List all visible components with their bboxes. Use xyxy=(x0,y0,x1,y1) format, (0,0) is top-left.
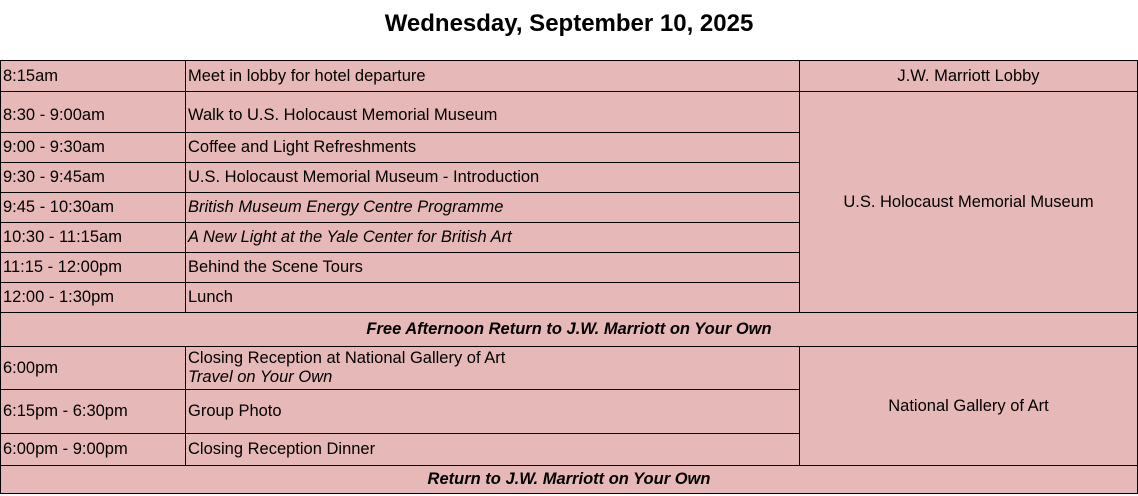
location-cell-gallery: National Gallery of Art xyxy=(800,347,1138,466)
activity-cell: British Museum Energy Centre Programme xyxy=(186,193,800,223)
activity-cell: Meet in lobby for hotel departure xyxy=(186,61,800,92)
activity-cell: Walk to U.S. Holocaust Memorial Museum xyxy=(186,92,800,133)
activity-subtext: Travel on Your Own xyxy=(188,368,333,386)
activity-cell xyxy=(186,347,800,390)
activity-cell: Behind the Scene Tours xyxy=(186,253,800,283)
location-cell-lobby: J.W. Marriott Lobby xyxy=(800,61,1138,92)
activity-cell: Coffee and Light Refreshments xyxy=(186,133,800,163)
time-cell: 8:30 - 9:00am xyxy=(1,92,186,133)
activity-cell: U.S. Holocaust Memorial Museum - Introduction xyxy=(186,163,800,193)
activity-cell: Closing Reception Dinner xyxy=(186,434,800,466)
activity-cell: A New Light at the Yale Center for British Art xyxy=(186,223,800,253)
time-cell: 6:15pm - 6:30pm xyxy=(1,390,186,434)
banner-row xyxy=(1,466,1138,494)
schedule-table xyxy=(0,60,1138,494)
time-cell: 9:30 - 9:45am xyxy=(1,163,186,193)
table-row xyxy=(1,347,1138,390)
location-cell-museum: U.S. Holocaust Memorial Museum xyxy=(800,92,1138,313)
table-row xyxy=(1,92,1138,133)
activity-cell: Lunch xyxy=(186,283,800,313)
page-title: Wednesday, September 10, 2025 xyxy=(384,10,754,37)
banner-row xyxy=(1,313,1138,347)
table-row xyxy=(1,61,1138,92)
time-cell: 6:00pm - 9:00pm xyxy=(1,434,186,466)
activity-cell: Group Photo xyxy=(186,390,800,434)
time-cell: 9:00 - 9:30am xyxy=(1,133,186,163)
time-cell: 11:15 - 12:00pm xyxy=(1,253,186,283)
return-banner: Return to J.W. Marriott on Your Own xyxy=(1,466,1138,494)
time-cell: 12:00 - 1:30pm xyxy=(1,283,186,313)
time-cell: 6:00pm xyxy=(1,347,186,390)
time-cell: 9:45 - 10:30am xyxy=(1,193,186,223)
free-afternoon-banner: Free Afternoon Return to J.W. Marriott on Your Own xyxy=(1,313,1138,347)
time-cell: 8:15am xyxy=(1,61,186,92)
time-cell: 10:30 - 11:15am xyxy=(1,223,186,253)
activity-text: Closing Reception at National Gallery of Art xyxy=(188,349,506,367)
